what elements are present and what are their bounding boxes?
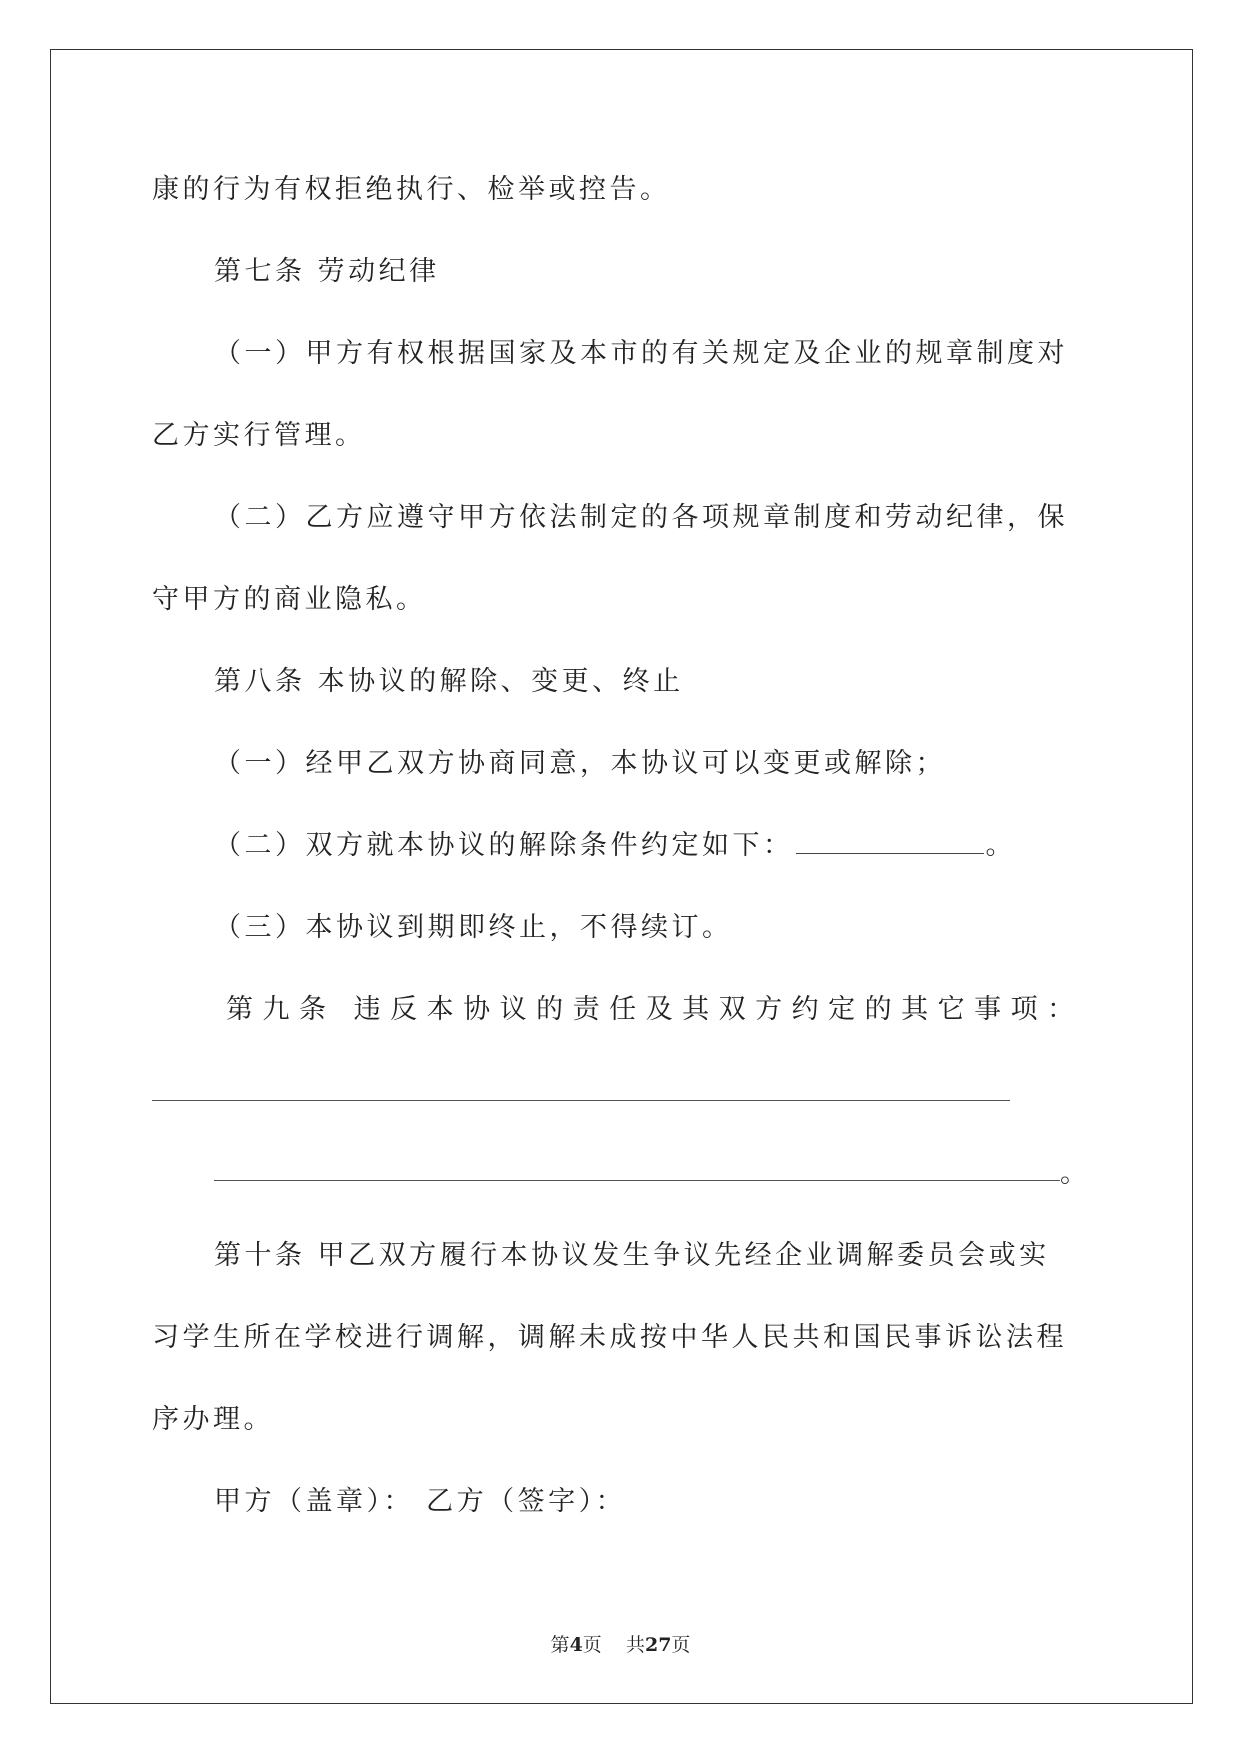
fill-in-blank-line-1 <box>152 1100 1010 1101</box>
text-line-14: 习学生所在学校进行调解，调解未成按中华人民共和国民事诉讼法程 <box>152 1322 1067 1353</box>
article-9-heading: 第九条 违反本协议的责任及其双方约定的其它事项： <box>226 994 1084 1025</box>
text-line-4: 乙方实行管理。 <box>152 420 366 451</box>
text-line-6: 守甲方的商业隐私。 <box>152 584 427 615</box>
text-line-3: （一）甲方有权根据国家及本市的有关规定及企业的规章制度对 <box>214 338 1068 369</box>
footer-suffix: 页 <box>671 1634 691 1656</box>
article-10-heading: 第十条 甲乙双方履行本协议发生争议先经企业调解委员会或实 <box>214 1240 1050 1271</box>
text-line-8: （一）经甲乙双方协商同意，本协议可以变更或解除； <box>214 748 946 779</box>
period-mark-2: 。 <box>1060 1158 1087 1189</box>
article-8-heading: 第八条 本协议的解除、变更、终止 <box>214 666 684 697</box>
page-footer <box>0 1633 1241 1657</box>
period-mark: 。 <box>985 830 1016 861</box>
text-line-9 <box>214 828 1016 864</box>
text-line-15: 序办理。 <box>152 1404 274 1435</box>
fill-in-blank-line-2 <box>214 1180 1060 1181</box>
page-border <box>50 49 1193 1704</box>
footer-prefix: 第 <box>550 1634 570 1656</box>
text-line-10: （三）本协议到期即终止，不得续订。 <box>214 912 733 943</box>
signature-line: 甲方（盖章）： 乙方（签字）： <box>214 1486 627 1517</box>
text-line-5: （二）乙方应遵守甲方依法制定的各项规章制度和劳动纪律，保 <box>214 502 1068 533</box>
termination-conditions-label: （二）双方就本协议的解除条件约定如下： <box>214 830 794 861</box>
termination-conditions-blank <box>796 829 984 854</box>
article-7-heading: 第七条 劳动纪律 <box>214 256 440 287</box>
current-page-number: 4 <box>569 1634 583 1656</box>
footer-middle: 页 共 <box>582 1634 645 1656</box>
text-line-1: 康的行为有权拒绝执行、检举或控告。 <box>152 174 671 205</box>
total-page-count: 27 <box>644 1634 672 1656</box>
